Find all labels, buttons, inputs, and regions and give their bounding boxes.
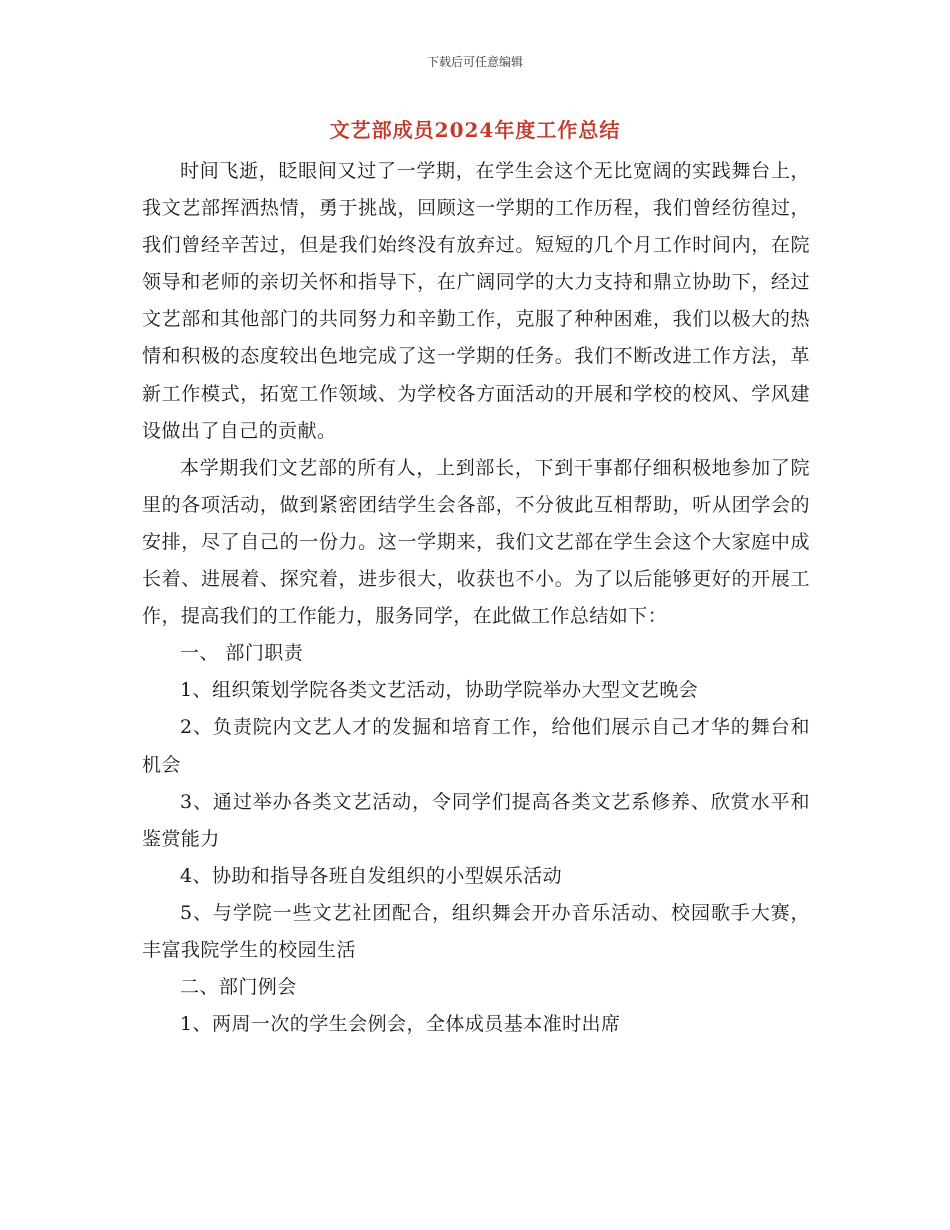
paragraph-overview: 本学期我们文艺部的所有人，上到部长，下到干事都仔细积极地参加了院里的各项活动，做到紧密团结学生会各部，不分彼此互相帮助，听从团学会的安排，尽了自己的一份力。这一学期来，我们文艺部在学生会这个大家庭中成长着、进展着、探究着，进步很大，收获也不小。为了以后能够更好的开展工作，提高我们的工作能力，服务同学，在此做工作总结如下：: [142, 456, 810, 628]
document-body: [142, 153, 810, 1043]
duty-item-4: 4、协助和指导各班自发组织的小型娱乐活动: [180, 864, 563, 887]
duty-item-2: 2、负责院内文艺人才的发掘和培育工作，给他们展示自己才华的舞台和机会: [142, 716, 810, 776]
paragraph-intro: 时间飞逝，眨眼间又过了一学期，在学生会这个无比宽阔的实践舞台上，我文艺部挥洒热情，勇于挑战，回顾这一学期的工作历程，我们曾经彷徨过，我们曾经辛苦过，但是我们始终没有放弃过。短短的几个月工作时间内，在院领导和老师的亲切关怀和指导下，在广阔同学的大力支持和鼎立协助下，经过文艺部和其他部门的共同努力和辛勤工作，克服了种种困难，我们以极大的热情和积极的态度较出色地完成了这一学期的任务。我们不断改进工作方法，革新工作模式，拓宽工作领域、为学校各方面活动的开展和学校的校风、学风建设做出了自己的贡献。: [142, 160, 810, 442]
duty-item-5: 5、与学院一些文艺社团配合，组织舞会开办音乐活动、校园歌手大赛，丰富我院学生的校园生活: [142, 901, 810, 961]
meeting-item-1: 1、两周一次的学生会例会，全体成员基本准时出席: [180, 1013, 621, 1036]
document-title: 文艺部成员2024年度工作总结: [329, 118, 621, 142]
duty-item-3: 3、通过举办各类文艺活动，令同学们提高各类文艺系修养、欣赏水平和鉴赏能力: [142, 790, 810, 850]
section-heading-duties: 一、 部门职责: [180, 642, 304, 665]
duty-item-1: 1、组织策划学院各类文艺活动，协助学院举办大型文艺晚会: [180, 679, 699, 702]
header-note: 下载后可任意编辑: [426, 55, 523, 69]
section-heading-meetings: 二、部门例会: [180, 976, 297, 999]
